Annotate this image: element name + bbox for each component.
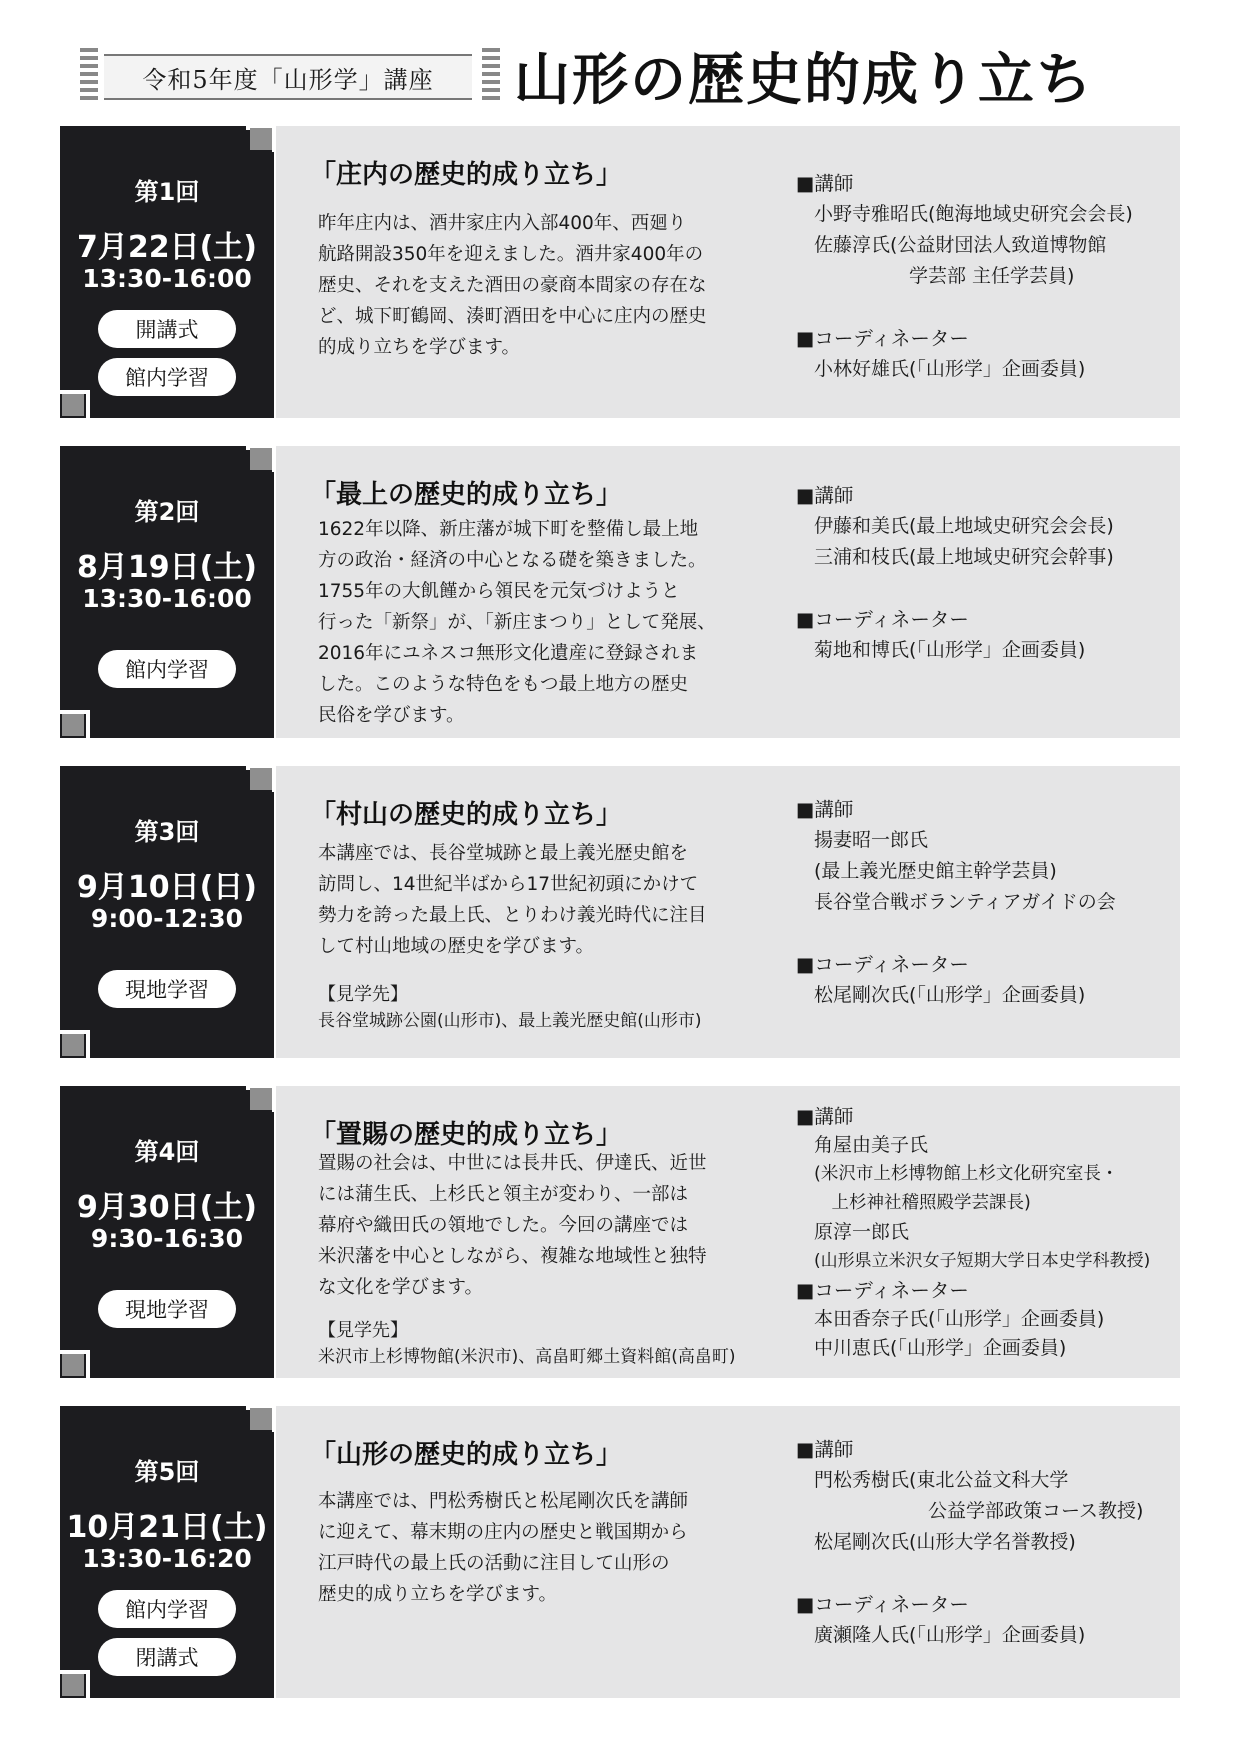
lecturer-affiliation: (山形県立米沢女子短期大学日本史学科教授) [814, 1251, 1151, 1271]
coordinator-name: 中川恵氏(「山形学」企画委員) [814, 1337, 1067, 1359]
tag-indoor-study: 館内学習 [98, 1590, 236, 1628]
session-3 [60, 766, 1180, 1058]
session-staff [796, 168, 1176, 385]
session-date-block [60, 1086, 274, 1378]
coordinator-heading: ■コーディネーター [796, 608, 969, 631]
text-line: 昨年庄内は、酒井家庄内入部400年、西廻り [318, 213, 687, 234]
lecturer-name: 長谷堂合戦ボランティアガイドの会 [814, 891, 1116, 913]
coordinator-name: 菊地和博氏(「山形学」企画委員) [814, 639, 1086, 661]
coordinator-heading: ■コーディネーター [796, 1593, 969, 1616]
tag-opening: 開講式 [98, 310, 236, 348]
page-header [70, 42, 1180, 122]
lecturer-name: 門松秀樹氏(東北公益文科大学 [814, 1469, 1069, 1491]
lecturer-name: 佐藤淳氏(公益財団法人致道博物館 [814, 234, 1107, 256]
page-title: 山形の歴史的成り立ち [514, 47, 1094, 113]
session-5 [60, 1406, 1180, 1698]
decorative-stripes-left [80, 48, 98, 108]
text-line: には蒲生氏、上杉氏と領主が変わり、一部は [318, 1184, 689, 1205]
text-line: 本講座では、長谷堂城跡と最上義光歴史館を [318, 843, 689, 864]
session-staff [796, 1434, 1176, 1651]
text-line: 米沢藩を中心としながら、複雑な地域性と独特 [318, 1246, 707, 1267]
session-number: 第2回 [134, 498, 200, 526]
session-description [318, 208, 738, 363]
visit-locations: 米沢市上杉博物館(米沢市)、高畠町郷土資料館(高畠町) [318, 1347, 736, 1367]
lecturer-affiliation: 上杉神社稽照殿学芸課長) [814, 1193, 1031, 1213]
coordinator-name: 廣瀬隆人氏(「山形学」企画委員) [814, 1624, 1086, 1646]
tag-indoor-study: 館内学習 [98, 650, 236, 688]
corner-square [250, 128, 272, 150]
corner-square [62, 394, 84, 416]
visit-locations: 長谷堂城跡公園(山形市)、最上義光歴史館(山形市) [318, 1011, 702, 1031]
session-4 [60, 1086, 1180, 1378]
visit-heading: 【見学先】 [318, 984, 408, 1005]
session-title: 「村山の歴史的成り立ち」 [310, 800, 623, 830]
lecturer-name: 原淳一郎氏 [814, 1221, 910, 1243]
session-staff [796, 480, 1176, 666]
session-1 [60, 126, 1180, 418]
text-line: 民俗を学びます。 [318, 705, 465, 726]
session-title: 「山形の歴史的成り立ち」 [310, 1440, 623, 1470]
session-description [318, 514, 738, 731]
text-line: 本講座では、門松秀樹氏と松尾剛次氏を講師 [318, 1491, 689, 1512]
lecturer-name: 角屋由美子氏 [814, 1134, 929, 1156]
session-date-block [60, 126, 274, 418]
tag-field-study: 現地学習 [98, 970, 236, 1008]
text-line: 1755年の大飢饉から領民を元気づけようと [318, 581, 680, 602]
session-title: 「庄内の歴史的成り立ち」 [310, 160, 623, 190]
text-line: 幕府や織田氏の領地でした。今回の講座では [318, 1215, 689, 1236]
lecturer-name: 小野寺雅昭氏(飽海地域史研究会会長) [814, 203, 1133, 225]
session-description [318, 1486, 738, 1610]
session-number: 第5回 [134, 1458, 200, 1486]
visit-heading: 【見学先】 [318, 1320, 408, 1341]
coordinator-name: 本田香奈子氏(「山形学」企画委員) [814, 1308, 1105, 1330]
corner-square [250, 448, 272, 470]
session-time: 13:30-16:00 [82, 264, 252, 293]
session-content-panel [276, 1406, 1180, 1698]
session-date-block [60, 1406, 274, 1698]
corner-square [62, 714, 84, 736]
session-date: 9月10日(日) [76, 870, 258, 905]
session-date-block [60, 446, 274, 738]
session-number: 第3回 [134, 818, 200, 846]
session-title: 「最上の歴史的成り立ち」 [310, 480, 623, 510]
session-date: 8月19日(土) [76, 550, 258, 585]
lecturer-name: 松尾剛次氏(山形大学名誉教授) [814, 1531, 1076, 1553]
session-time: 9:30-16:30 [90, 1224, 244, 1253]
coordinator-heading: ■コーディネーター [796, 953, 969, 976]
coordinator-heading: ■コーディネーター [796, 327, 969, 350]
corner-square [250, 1408, 272, 1430]
lecturer-heading: ■講師 [796, 484, 854, 507]
corner-square [62, 1034, 84, 1056]
session-description [318, 1148, 738, 1303]
lecturer-affiliation: (米沢市上杉博物館上杉文化研究室長・ [814, 1164, 1119, 1184]
session-title: 「置賜の歴史的成り立ち」 [310, 1120, 623, 1150]
session-time: 13:30-16:00 [82, 584, 252, 613]
coordinator-name: 小林好雄氏(「山形学」企画委員) [814, 358, 1086, 380]
course-subtitle: 令和5年度「山形学」講座 [104, 54, 472, 100]
tag-field-study: 現地学習 [98, 1290, 236, 1328]
session-content-panel [276, 1086, 1180, 1378]
session-content-panel [276, 766, 1180, 1058]
lecturer-name: (最上義光歴史館主幹学芸員) [814, 860, 1057, 882]
text-line: 置賜の社会は、中世には長井氏、伊達氏、近世 [318, 1153, 707, 1174]
text-line: した。このような特色をもつ最上地方の歴史 [318, 674, 689, 695]
decorative-stripes-right [482, 48, 500, 108]
session-staff [796, 1102, 1176, 1363]
lecturer-name: 揚妻昭一郎氏 [814, 829, 929, 851]
corner-square [62, 1674, 84, 1696]
text-line: 2016年にユネスコ無形文化遺産に登録されま [318, 643, 699, 664]
corner-square [250, 768, 272, 790]
coordinator-heading: ■コーディネーター [796, 1279, 969, 1302]
session-date: 7月22日(土) [76, 230, 258, 265]
lecturer-heading: ■講師 [796, 1105, 854, 1128]
lecturer-heading: ■講師 [796, 1438, 854, 1461]
session-number: 第1回 [134, 178, 200, 206]
text-line: 訪問し、14世紀半ばから17世紀初頭にかけて [318, 874, 699, 895]
corner-square [62, 1354, 84, 1376]
lecturer-name: 伊藤和美氏(最上地域史研究会会長) [814, 515, 1114, 537]
lecturer-affiliation: 公益学部政策コース教授) [814, 1500, 1144, 1522]
session-date: 10月21日(土) [66, 1510, 268, 1545]
text-line: して村山地域の歴史を学びます。 [318, 936, 595, 957]
tag-indoor-study: 館内学習 [98, 358, 236, 396]
tag-closing: 閉講式 [98, 1638, 236, 1676]
session-2 [60, 446, 1180, 738]
text-line: 勢力を誇った最上氏、とりわけ義光時代に注目 [318, 905, 707, 926]
session-content-panel [276, 446, 1180, 738]
session-description [318, 838, 738, 962]
session-staff [796, 794, 1176, 1011]
text-line: 行った「新祭」が、「新庄まつり」として発展、 [318, 612, 716, 633]
lecturer-heading: ■講師 [796, 172, 854, 195]
corner-square [250, 1088, 272, 1110]
lecturer-name: 学芸部 主任学芸員) [814, 265, 1075, 287]
session-number: 第4回 [134, 1138, 200, 1166]
text-line: な文化を学びます。 [318, 1277, 484, 1298]
text-line: 1622年以降、新庄藩が城下町を整備し最上地 [318, 519, 699, 540]
session-time: 13:30-16:20 [82, 1544, 252, 1573]
text-line: ど、城下町鶴岡、湊町酒田を中心に庄内の歴史 [318, 306, 707, 327]
session-date: 9月30日(土) [76, 1190, 258, 1225]
session-time: 9:00-12:30 [90, 904, 244, 933]
text-line: 方の政治・経済の中心となる礎を築きました。 [318, 550, 707, 571]
text-line: 的成り立ちを学びます。 [318, 337, 521, 358]
text-line: 江戸時代の最上氏の活動に注目して山形の [318, 1553, 670, 1574]
session-content-panel [276, 126, 1180, 418]
text-line: 歴史的成り立ちを学びます。 [318, 1584, 558, 1605]
lecturer-name: 三浦和枝氏(最上地域史研究会幹事) [814, 546, 1114, 568]
text-line: 歴史、それを支えた酒田の豪商本間家の存在な [318, 275, 707, 296]
session-date-block [60, 766, 274, 1058]
lecturer-heading: ■講師 [796, 798, 854, 821]
text-line: 航路開設350年を迎えました。酒井家400年の [318, 244, 704, 265]
coordinator-name: 松尾剛次氏(「山形学」企画委員) [814, 984, 1086, 1006]
text-line: に迎えて、幕末期の庄内の歴史と戦国期から [318, 1522, 688, 1543]
